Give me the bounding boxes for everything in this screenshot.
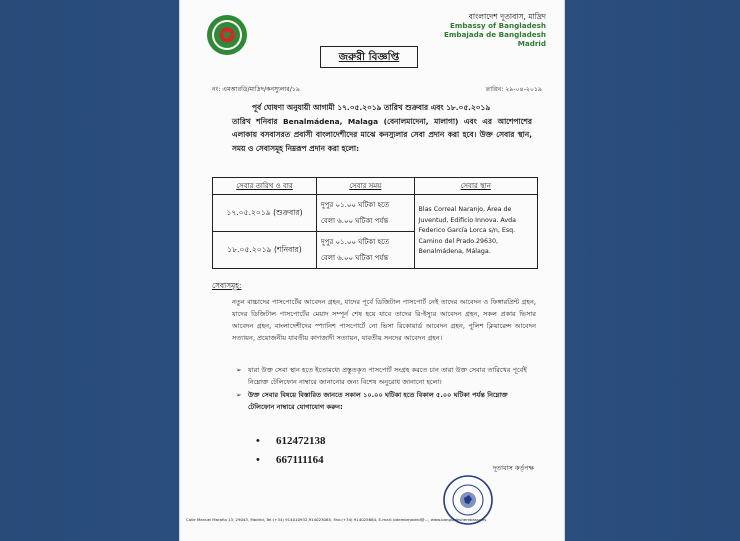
row-date: ১৮.০৫.২০১৯ (শনিবার) — [213, 232, 317, 269]
note-item — [236, 364, 536, 388]
service-place: Blas Correal Naranjo, Área de Juventud, Edificio Innova. Avda Federico García Lorca s/n, Esq. Camino del Prado.29630, Benalmádena, Málaga. — [414, 195, 538, 269]
arrow-bullet-icon: ➢ — [236, 366, 242, 374]
embassy-city: Madrid — [517, 39, 546, 48]
embassy-name-bn: বাংলাদেশ দূতাবাস, মাদ্রিদ — [468, 12, 546, 21]
notice-title: জরুরী বিজ্ঞপ্তি — [320, 46, 418, 68]
header-time: সেবার সময় — [317, 178, 415, 195]
intro-line-first: পূর্ব ঘোষণা অনুযায়ী আগামী ১৭.০৫.২০১৯ তারিখ শুক্রবার এবং ১৮.০৫.২০১৯ — [252, 103, 491, 112]
phone-number: 612472138 — [276, 435, 326, 447]
phone-number: 667111164 — [276, 454, 324, 466]
phone-item — [256, 432, 326, 451]
embassy-name-es: Embajada de Bangladesh — [443, 30, 546, 39]
row-time — [317, 195, 415, 232]
service-schedule-table — [212, 177, 538, 269]
bangladesh-emblem-logo — [206, 14, 248, 56]
table-row — [213, 195, 538, 232]
note-text: উক্ত সেবার বিষয়ে বিস্তারিত জানতে সকাল ১০.০০ ঘটিকা হতে বিকাল ৫.০০ ঘটিকা পর্যন্ত নিম্নোক্ত টেলিফোন নাম্বারে যোগাযোগ করুন: — [248, 391, 508, 411]
header-date: সেবার তারিখ ও বার — [213, 178, 317, 195]
footer-address: Calle Manuel Maraño 13, 29043, Madrid, Tel:(+34) 914010932,914023085, Fax:(+34) 914025684, E-mail: bdembmadrid@..., www.bangladeshembassy.es — [186, 517, 487, 522]
time-to: বেলা ৬.০০ ঘটিকা পর্যন্ত — [321, 254, 389, 262]
notes-list — [236, 364, 536, 414]
time-from: দুপুর ০১.০০ ঘটিকা হতে — [321, 238, 390, 246]
row-time — [317, 232, 415, 269]
note-text: যারা উক্ত সেবা স্থান হতে ইতোমধ্যে প্রস্তুতকৃত পাসপোর্ট সংগ্রহ করতে চান তারা উক্ত সেবার তারিখের পূর্বেই নিম্নোক্ত টেলিফোন নাম্বারে জানানোর জন্য বিশেষ অনুরোধ জানানো হলো। — [248, 366, 527, 386]
header-place: সেবার স্থান — [414, 178, 538, 195]
table-header-row — [213, 178, 538, 195]
note-item — [236, 389, 536, 413]
signature-authority: দূতাবাস কর্তৃপক্ষ — [492, 464, 534, 472]
notice-date: তারিখ: ২৯-০৪-২০১৯ — [485, 86, 542, 93]
phone-item — [256, 451, 326, 470]
arrow-bullet-icon: ➢ — [236, 391, 242, 399]
embassy-header — [444, 12, 546, 48]
services-paragraph — [212, 296, 536, 344]
time-to: বেলা ৬.০০ ঘটিকা পর্যন্ত — [321, 217, 389, 225]
row-date: ১৭.০৫.২০১৯ (শুক্রবার) — [213, 195, 317, 232]
services-heading: সেবাসমূহ: — [212, 281, 242, 290]
services-text: নতুন বাচ্চাদের পাসপোর্টের আবেদন গ্রহন, যাদের পূর্বে ডিজিটাল পাসপোর্ট নেই তাদের আবেদন ও ফিঙ্গারপ্রিন্ট গ্রহন, যাদের ডিজিটাল পাসপোর্টের মেয়াদ সম্পূর্ন শেষ হয়ে যাবে তাদের রি-ইস্যুর আবেদন গ্রহন, সকল প্রকার ভিসার আবেদন গ্রহন, বাংলাদেশীদের স্প্যানিশ পাসপোর্টে নো ভিসা রিকোয়ার্ড আবেদন গ্রহন, পুলিশ ক্লিয়ারেন্স আবেদন সত্যায়ন, প্রয়োজনীয় যাবতীয় কাগজাদী সত্যায়ন, যাবতীয় সনদের আবেদন গ্রহন। — [232, 298, 536, 342]
bullet-icon: • — [256, 454, 260, 466]
notice-document — [180, 0, 564, 541]
time-from: দুপুর ০১.০০ ঘটিকা হতে — [321, 201, 390, 209]
reference-number: নং: এমআরডি/মাদ্রিদ/কনস্যুলার/১৯ — [212, 86, 300, 93]
intro-line-rest: তারিখ শনিবার Benalmádena, Malaga (বেনালমাদেনা, মালাগা) এবং এর আশেপাশের এলাকায় বসবাসরত প্রবাসী বাংলাদেশীদের মাঝে কনস্যুলার সেবা প্রদান করা হবে। উক্ত সেবার স্থান, সময় ও সেবাসমূহ নিম্নরূপ প্রদান করা হলো: — [232, 116, 532, 153]
bullet-icon: • — [256, 435, 260, 447]
embassy-name-en: Embassy of Bangladesh — [449, 21, 546, 30]
phone-list — [256, 432, 326, 470]
intro-paragraph — [232, 101, 532, 155]
